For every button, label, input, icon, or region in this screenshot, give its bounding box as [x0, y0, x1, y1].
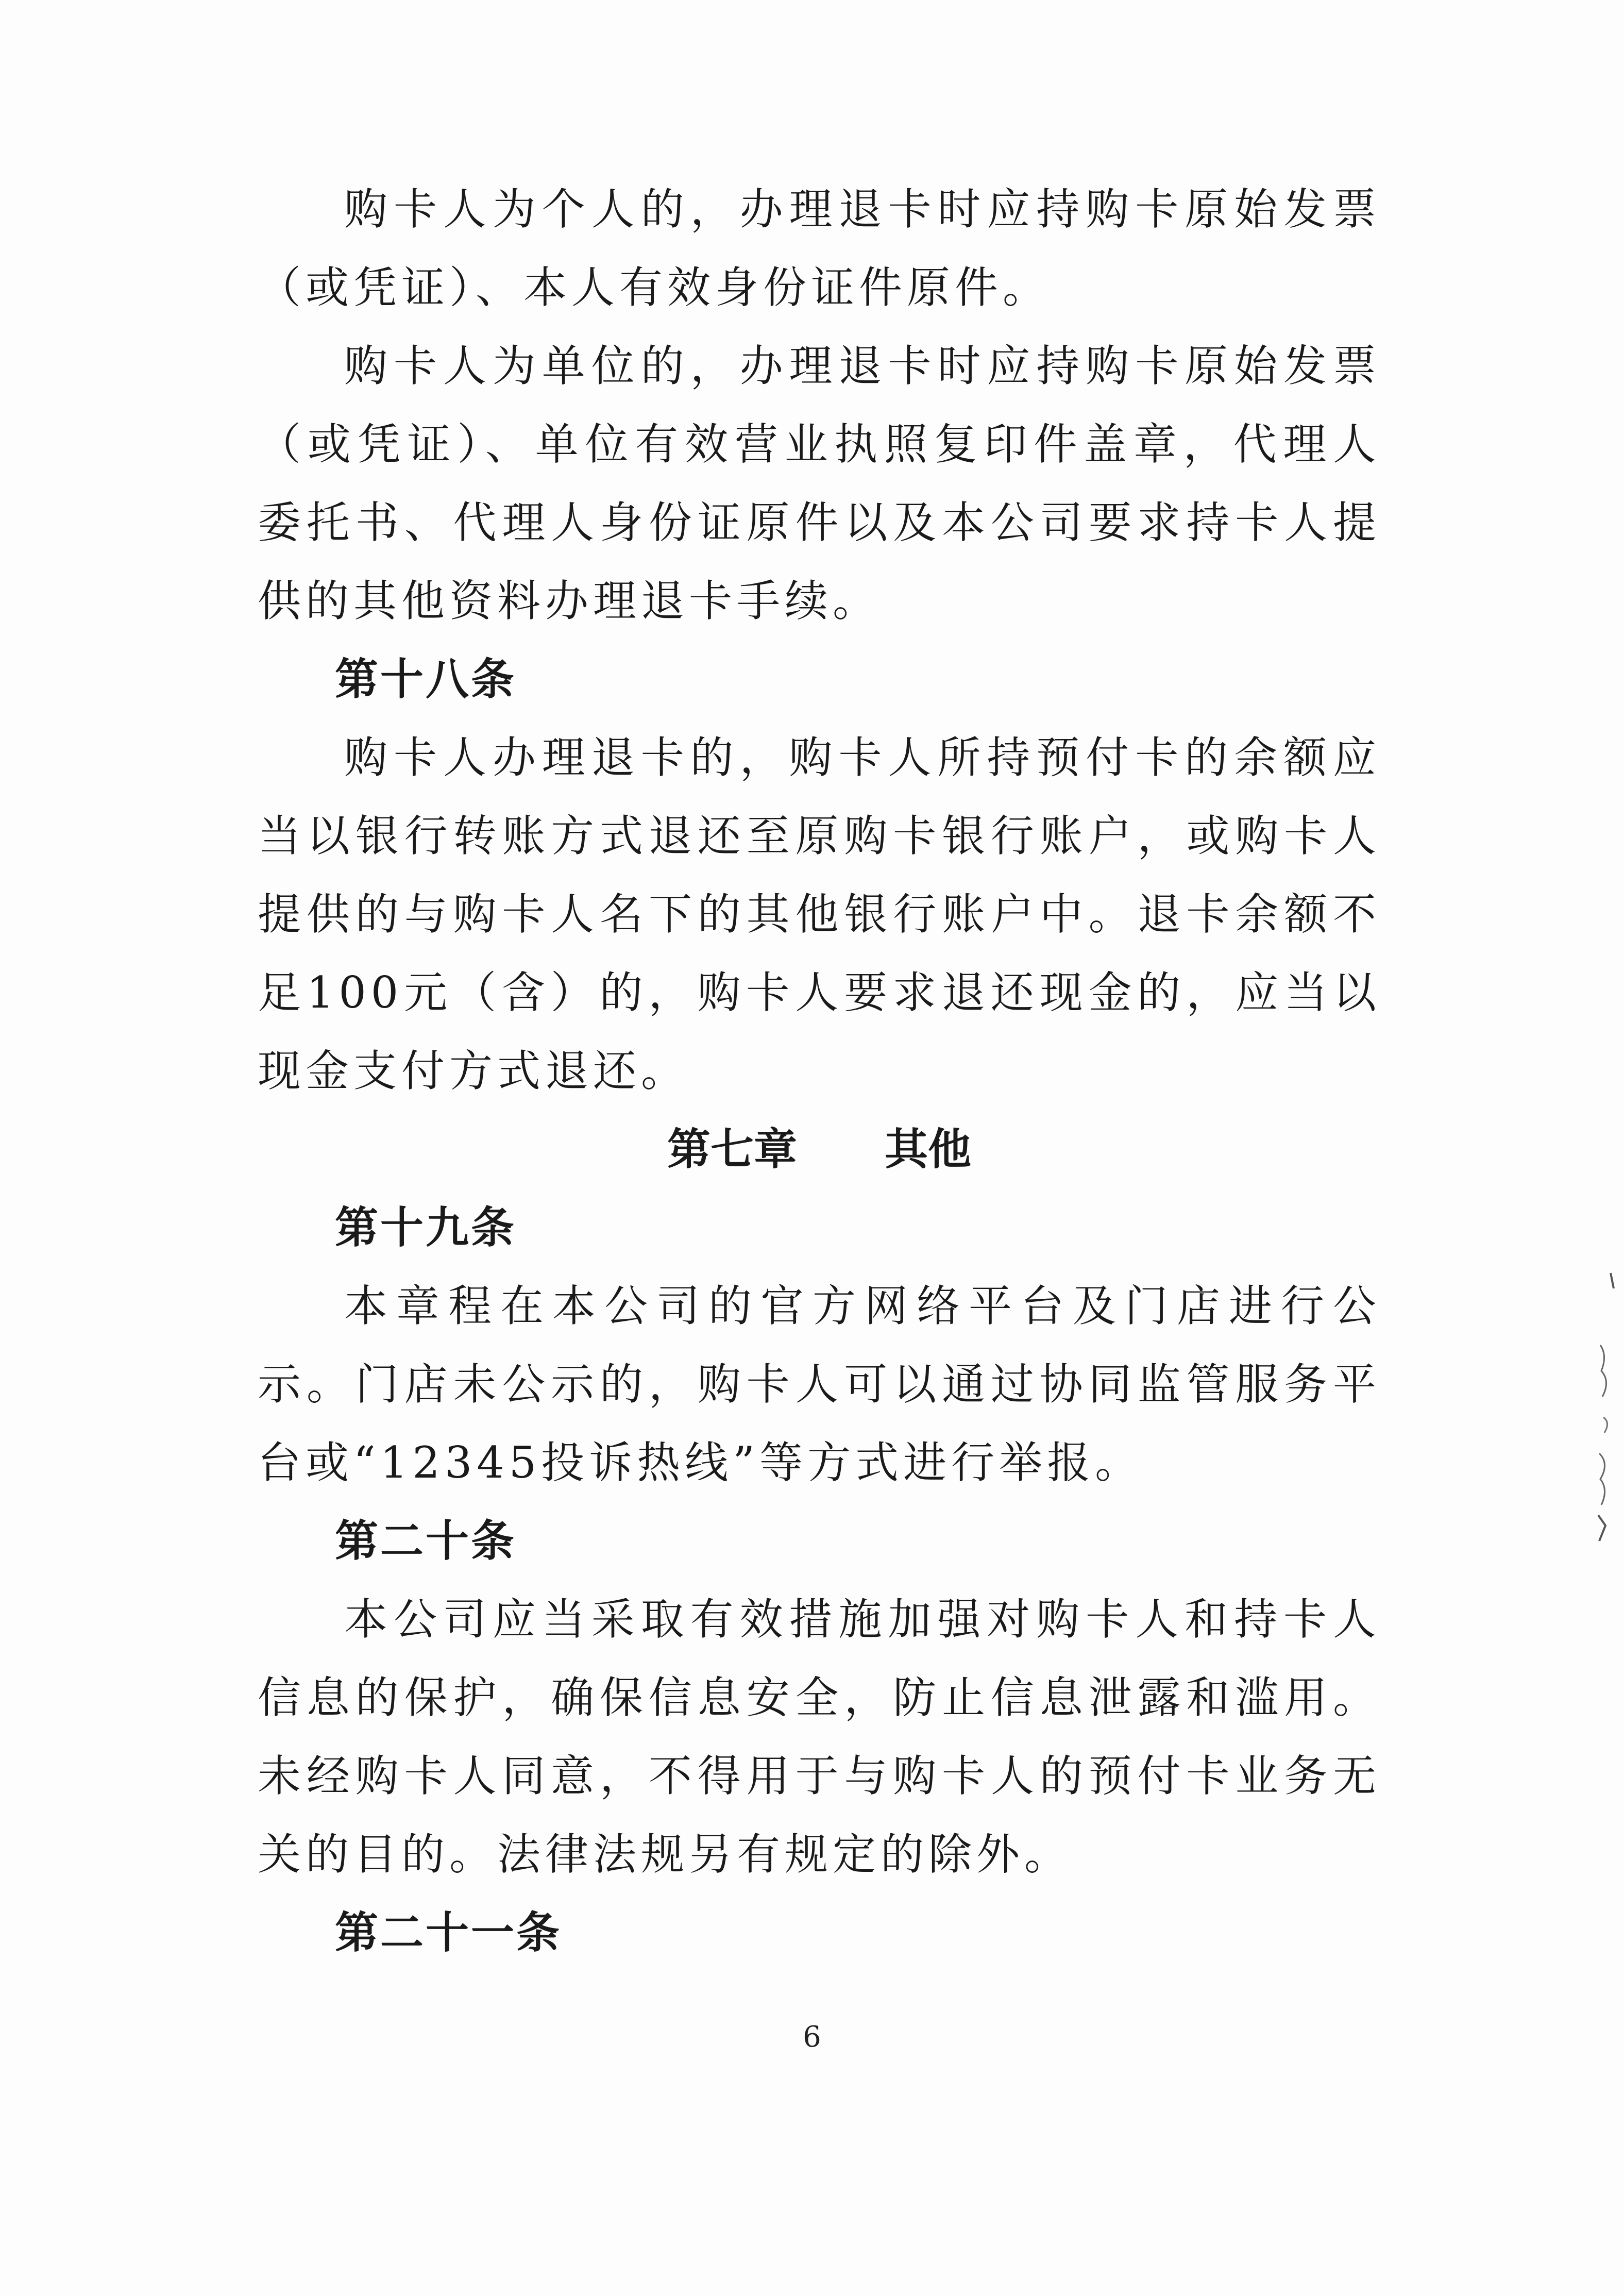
scan-edge-mark: [1590, 1268, 1621, 1546]
article-20-title: 第二十条: [335, 1516, 517, 1566]
document-body: [258, 170, 1381, 1972]
page-number: 6: [803, 2020, 821, 2054]
paragraph-individual-refund: 购卡人为个人的，办理退卡时应持购卡原始发票（或凭证）、本人有效身份证件原件。: [258, 184, 1381, 313]
paragraph-company-refund: 购卡人为单位的，办理退卡时应持购卡原始发票（或凭证）、单位有效营业执照复印件盖章，代理人委托书、代理人身份证原件以及本公司要求持卡人提供的其他资料办理退卡手续。: [258, 341, 1381, 626]
article-19-text: 本章程在本公司的官方网络平台及门店进行公示。门店未公示的，购卡人可以通过协同监管服务平台或“12345投诉热线”等方式进行举报。: [258, 1281, 1381, 1488]
article-18-text: 购卡人办理退卡的，购卡人所持预付卡的余额应当以银行转账方式退还至原购卡银行账户，或购卡人提供的与购卡人名下的其他银行账户中。退卡余额不足100元（含）的，购卡人要求退还现金的，应当以现金支付方式退还。: [258, 732, 1381, 1096]
chapter-7-name: 其他: [885, 1124, 972, 1175]
article-18-title: 第十八条: [335, 654, 517, 705]
article-21-title: 第二十一条: [335, 1907, 562, 1958]
chapter-7-number: 第七章: [667, 1124, 797, 1175]
chapter-7-heading: [258, 1110, 1381, 1188]
article-19-title: 第十九条: [335, 1202, 517, 1253]
article-20-text: 本公司应当采取有效措施加强对购卡人和持卡人信息的保护，确保信息安全，防止信息泄露和滥用。未经购卡人同意，不得用于与购卡人的预付卡业务无关的目的。法律法规另有规定的除外。: [258, 1594, 1381, 1880]
